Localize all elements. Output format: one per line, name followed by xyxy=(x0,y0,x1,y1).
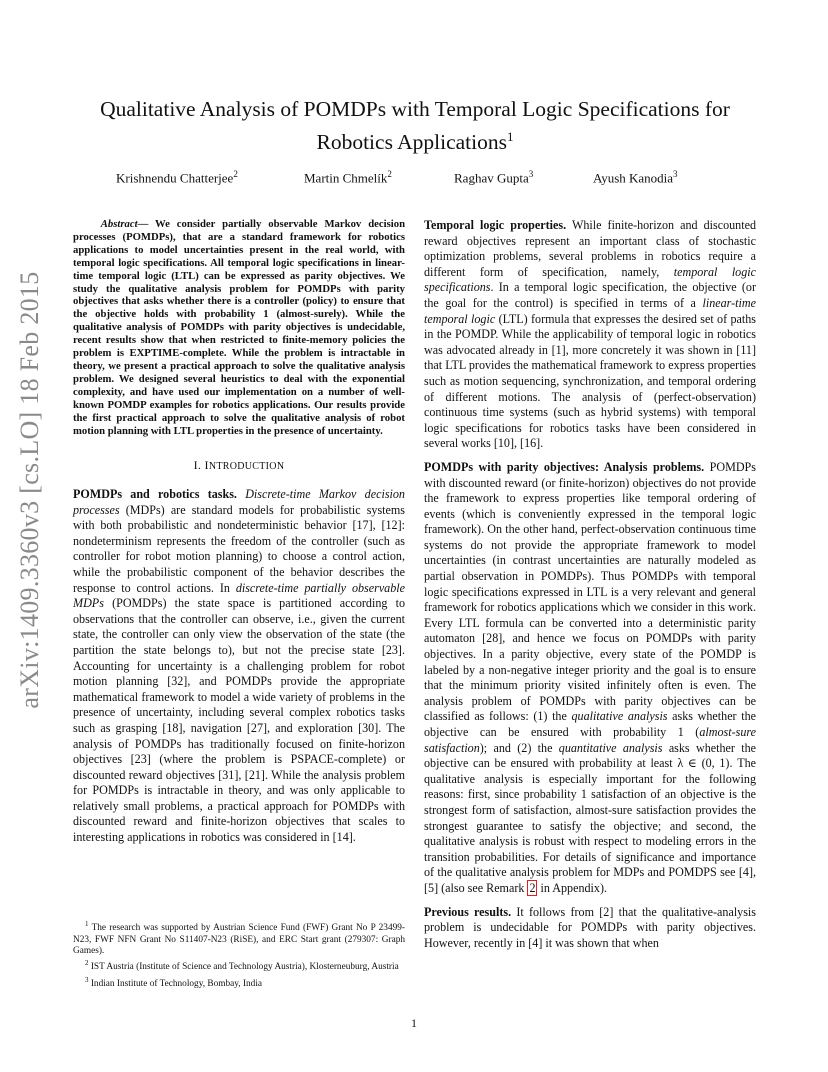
footnotes xyxy=(73,919,405,991)
footnote: $^1$ The research was supported by Austrian Science Fund (FWF) Grant No P 23499-N23, FWF NFN Grant No S11407-N23 (RiSE), and ERC Start grant (279307: Graph Games). xyxy=(73,920,405,956)
intro-paragraph: POMDPs and robotics tasks. Discrete-time Markov decision processes (MDPs) are standard models for probabilistic systems with both probabilistic and nondeterministic behavior [17], [12]: nondeterminism represents the freedom of the controller (such as controller for robot motion planning) to choose a control action, while the probabilistic component of the behavior describes the response to control actions. In discrete-time partially observable MDPs (POMDPs) the state space is partitioned according to observations that the controller can observe, i.e., given the current state, the controller can only view the observation of the state (the partition the state belongs to), but not the precise state [23]. Accounting for uncertainty is a challenging problem for robot motion planning [32], and POMDPs provide the appropriate mathematical framework to model a wide variety of problems in the presence of uncertainty, including several complex robotics tasks such as grasping [18], navigation [27], and exploration [30]. The analysis of POMDPs has traditionally focused on finite-horizon objectives [23] (where the problem is PSPACE-complete) or discounted reward objectives [31], [21]. While the analysis problem for POMDPs is intractable in theory, and was only applicable to relatively small problems, a practical approach for POMDPs with discounted reward and finite-horizon objectives that scales to interesting applications in robotics was considered in [14]. xyxy=(73,487,406,845)
author: Ayush Kanodia$^3$ xyxy=(593,169,678,186)
section-heading: I. INTRODUCTION xyxy=(193,458,285,473)
paragraph-lead: POMDPs with parity objectives: Analysis problems. xyxy=(424,459,705,474)
paragraph-lead: Temporal logic properties. xyxy=(424,218,567,232)
footnote: $^2$ IST Austria (Institute of Science and Technology Austria), Klosterneuburg, Austria xyxy=(85,959,399,973)
previous-results-paragraph: Previous results. It follows from [2] that the qualitative-analysis problem is undecidable for POMDPs with parity objectives. However, recently in [4] it was shown that when xyxy=(424,904,756,950)
left-column xyxy=(73,218,405,846)
title-footnote-mark: 1 xyxy=(507,129,514,144)
abstract-label: Abstract xyxy=(100,218,138,230)
paper-title xyxy=(70,95,760,156)
paragraph-lead: Previous results. xyxy=(424,904,512,919)
title-line-2: Robotics Applications xyxy=(316,130,507,155)
author: Krishnendu Chatterjee$^2$ xyxy=(116,169,238,186)
remark-link[interactable]: 2 xyxy=(529,880,536,895)
temporal-logic-paragraph: Temporal logic properties. While finite-horizon and discounted reward objectives represent an important class of stochastic optimization problems, several problems in robotics require a different form of specification, namely, temporal logic specifications. In a temporal logic specification, the objective (or the goal for the control) is specified in terms of a linear-time temporal logic (LTL) formula that expresses the desired set of paths in the POMDP. While the applicability of temporal logic in robotics was advocated already in [1], more concretely it was shown in [11] that LTL provides the mathematical framework to express properties such as motion sequencing, synchronization, and temporal ordering of different motions. The analysis of (perfect-observation) continuous time systems (such as hybrid systems) with temporal logic specifications for robotics tasks have been considered in several works [10], [16]. xyxy=(424,218,757,451)
arxiv-identifier: arXiv:1409.3360v3 [cs.LO] 18 Feb 2015 xyxy=(15,271,44,709)
paragraph-lead: POMDPs and robotics tasks. xyxy=(73,487,237,501)
footnote: $^3$ Indian Institute of Technology, Bombay, India xyxy=(85,975,263,989)
title-line-1: Qualitative Analysis of POMDPs with Temporal Logic Specifications for xyxy=(100,97,730,121)
right-column xyxy=(424,218,756,951)
page-number: 1 xyxy=(411,1016,417,1030)
author: Raghav Gupta$^3$ xyxy=(454,169,534,186)
parity-paragraph: POMDPs with parity objectives: Analysis problems. POMDPs with discounted reward (or finite-horizon) objectives do not provide the framework to express properties like temporal ordering of events (which is conveniently expressed in the temporal logic framework). On the other hand, perfect-observation continuous time systems do not provide the appropriate framework to model uncertainties (in contrast uncertainties are naturally modeled as partial observation in POMDPs). Thus POMDPs with temporal logic specifications expressed in LTL is a very relevant and general framework for robotics applications which we consider in this work. Every LTL formula can be converted into a deterministic parity automaton [28], and hence we focus on POMDPs with parity objectives. In a parity objective, every state of the POMDP is labeled by a non-negative integer priority and the goal is to ensure that the minimum priority visited infinitely often is even. The analysis problem of POMDPs with parity objectives can be classified as follows: (1) the qualitative analysis asks whether the objective can be ensured with probability 1 (almost-sure satisfaction); and (2) the quantitative analysis asks whether the objective can be ensured with probability at least λ ∈ (0, 1). The qualitative analysis is especially important for the following reasons: first, since probability 1 satisfaction of an objective is the strongest form of satisfaction, almost-sure satisfaction provides the strongest guarantee to satisfy the objective; and second, the qualitative analysis is robust with respect to modeling errors in the transition probabilities. For details of significance and importance of the qualitative analysis problem for MDPs and POMDPS see [4], [5] (also see Remark 2 in Appendix). xyxy=(424,459,757,895)
abstract: Abstract— We consider partially observable Markov decision processes (POMDPs), that are a standard framework for robotics applications to model uncertainties present in the real world, with temporal logic specifications. All temporal logic specifications in linear-time temporal logic (LTL) can be expressed as parity objectives. We study the qualitative analysis problem for POMDPs with parity objectives that asks whether there is a controller (policy) to ensure that the objective holds with probability 1 (almost-surely). While the qualitative analysis of POMDPs with parity objectives is undecidable, recent results show that when restricted to finite-memory policies the problem is EXPTIME-complete. While the problem is intractable in theory, we present a practical approach to solve the qualitative analysis problem. We designed several heuristics to deal with the exponential complexity, and have used our implementation on a number of well-known POMDP examples for robotics applications. Our results provide the first practical approach to solve the qualitative analysis of robot motion planning with LTL properties in the presence of uncertainty. xyxy=(73,218,406,437)
abstract-text: We consider partially observable Markov decision processes (POMDPs), that are a standard framework for robotics applications to model uncertainties present in the real world, with temporal logic specifications. All temporal logic specifications in linear-time temporal logic (LTL) can be expressed as parity objectives. We study the qualitative analysis problem for POMDPs with parity objectives that asks whether there is a controller (policy) to ensure that the objective holds with probability 1 (almost-surely). While the qualitative analysis of POMDPs with parity objectives is undecidable, recent results show that when restricted to finite-memory policies the problem is EXPTIME-complete. While the problem is intractable in theory, we present a practical approach to solve the qualitative analysis problem. We designed several heuristics to deal with the exponential complexity, and have used our implementation on a number of well-known POMDP examples for robotics applications. Our results provide the first practical approach to solve the qualitative analysis of robot motion planning with LTL properties in the presence of uncertainty. xyxy=(73,218,406,437)
arxiv-stamp xyxy=(10,271,50,709)
author-list xyxy=(0,169,828,189)
author: Martin Chmelík$^2$ xyxy=(304,169,392,186)
